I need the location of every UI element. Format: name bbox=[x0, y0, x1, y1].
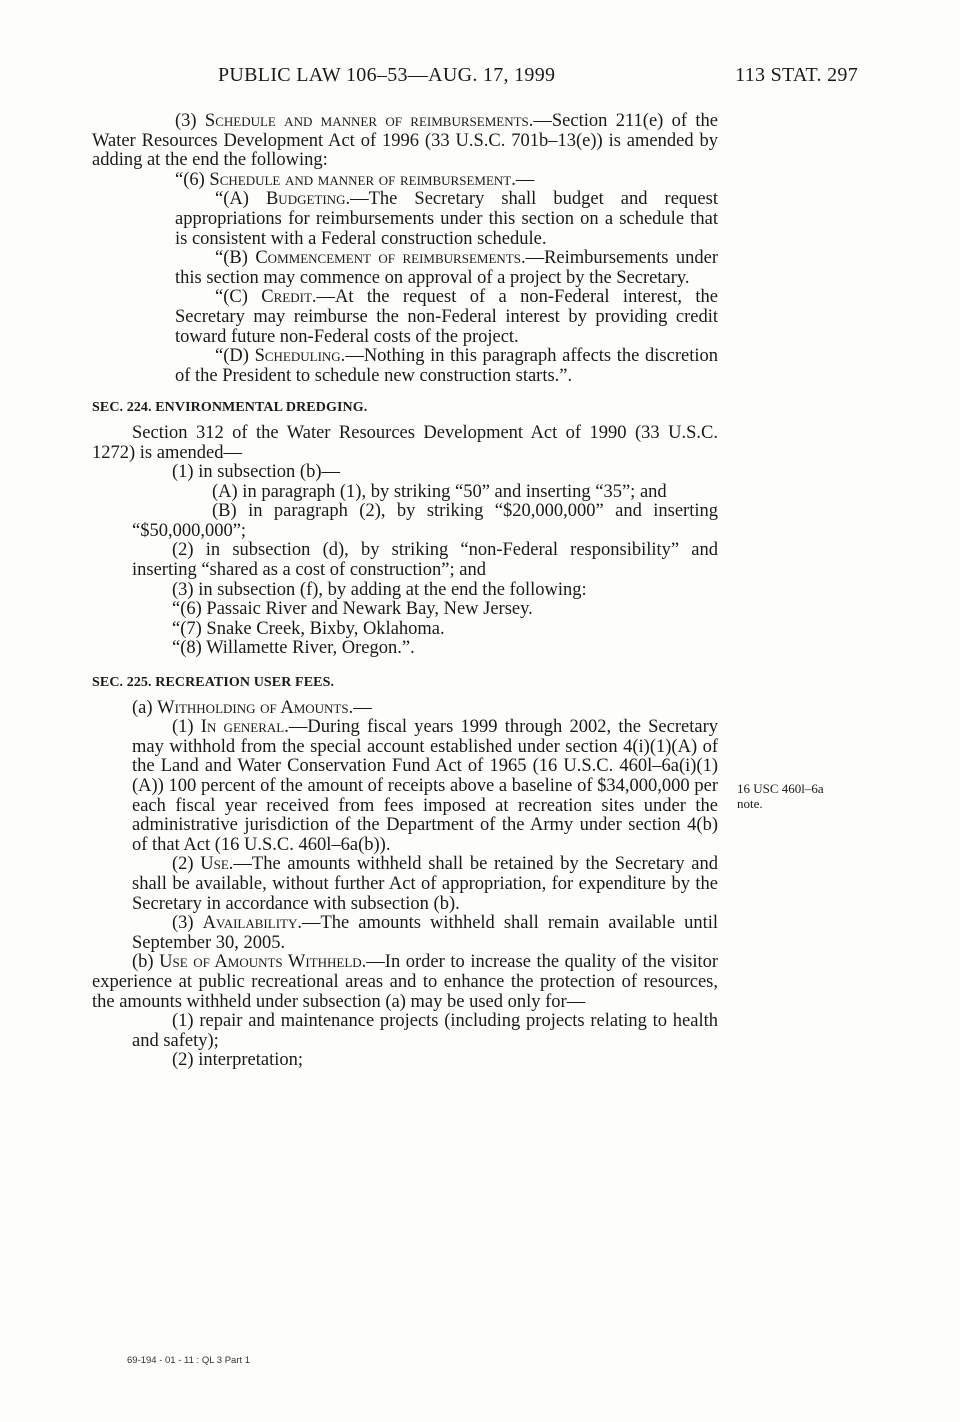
paragraph-number: (a) bbox=[132, 697, 158, 718]
paragraph-number: (2) bbox=[172, 854, 201, 875]
list-item: (A) in paragraph (1), by striking “50” and inserting “35”; and bbox=[212, 481, 667, 502]
margin-note-citation: 16 USC 460l–6a bbox=[737, 781, 824, 796]
paragraph-number: “(A) bbox=[215, 189, 266, 210]
paragraph-heading: Schedule and manner of reimbursement. bbox=[209, 169, 516, 190]
list-item: (2) in subsection (d), by striking “non-Federal responsibility” and inserting “shared as a cost of construction”; and bbox=[132, 540, 718, 581]
paragraph-6-schedule bbox=[92, 171, 718, 191]
paragraph-c-credit bbox=[92, 288, 718, 347]
paragraph-heading: Use. bbox=[200, 854, 234, 875]
paragraph-number: (3) bbox=[175, 111, 205, 131]
header-law-citation: PUBLIC LAW 106–53—AUG. 17, 1999 bbox=[218, 64, 556, 86]
subsection-a-2 bbox=[92, 855, 718, 914]
paragraph-heading: Budgeting. bbox=[265, 189, 351, 210]
paragraph-number: “(6) bbox=[175, 169, 210, 190]
subsection-a-3 bbox=[92, 914, 718, 953]
subsection-a bbox=[92, 699, 718, 719]
list-item: (1) in subsection (b)— bbox=[172, 462, 341, 483]
section-224-heading: SEC. 224. ENVIRONMENTAL DREDGING. bbox=[92, 400, 368, 416]
margin-note bbox=[737, 781, 867, 811]
paragraph-text: —In order to increase the quality of the visitor experience at public recreational areas and to enhance the protection of resources, the amounts withheld under subsection (a) may be used only for— bbox=[92, 952, 719, 1012]
section-225-heading: SEC. 225. RECREATION USER FEES. bbox=[92, 675, 335, 691]
paragraph-number: (1) bbox=[172, 717, 201, 738]
paragraph-heading: Schedule and manner of reimbursements. bbox=[204, 111, 534, 131]
paragraph-heading: In general. bbox=[200, 717, 289, 738]
paragraph-text: —Section 211(e) of the Water Resources Development Act of 1996 (33 U.S.C. 701b–13(e)) is amended by adding at the end the following: bbox=[92, 111, 718, 171]
list-item: (B) in paragraph (2), by striking “$20,000,000” and inserting “$50,000,000”; bbox=[132, 501, 718, 541]
page-body bbox=[92, 112, 718, 1071]
paragraph-heading: Scheduling. bbox=[254, 346, 346, 367]
subsection-b-1: (1) repair and maintenance projects (including projects relating to health and safety); bbox=[132, 1011, 718, 1051]
paragraph-text: —Reimbursements under this section may commence on approval of a project by the Secretary. bbox=[175, 248, 718, 288]
paragraph-text: —The amounts withheld shall remain available until September 30, 2005. bbox=[132, 913, 718, 953]
paragraph-text: — bbox=[515, 169, 535, 190]
paragraph-a-budgeting bbox=[92, 190, 718, 249]
list-item: “(6) Passaic River and Newark Bay, New Jersey. bbox=[172, 599, 533, 620]
margin-note-suffix: note. bbox=[737, 796, 763, 811]
paragraph-text: —The amounts withheld shall be retained by the Secretary and shall be available, without further Act of appropriation, for expenditure by the Secretary in accordance with subsection (b). bbox=[132, 854, 718, 914]
list-item: “(7) Snake Creek, Bixby, Oklahoma. bbox=[172, 618, 445, 639]
header-stat-page: 113 STAT. 297 bbox=[735, 64, 858, 86]
paragraph-text: —During fiscal years 1999 through 2002, the Secretary may withhold from the special account established under section 4(i)(1)(A) of the Land and Water Conservation Fund Act of 1965 (16 U.S.C. 460l–6a(i)(1)(A)) 100 percent of the amount of receipts above a baseline of $34,000,000 per each fiscal year received from fees imposed at recreation sites under the administrative jurisdiction of the Department of the Army under section 4(b) of that Act (16 U.S.C. 460l–6a(b)). bbox=[132, 717, 718, 855]
paragraph-number: (b) bbox=[132, 952, 160, 973]
paragraph-text: —The Secretary shall budget and request appropriations for reimbursements under this section on a schedule that is consistent with a Federal construction schedule. bbox=[175, 189, 718, 249]
subsection-b bbox=[92, 953, 718, 1012]
paragraph-number: “(B) bbox=[215, 248, 256, 269]
print-job-footer: 69-194 - 01 - 11 : QL 3 Part 1 bbox=[127, 1355, 251, 1366]
paragraph-text: — bbox=[353, 697, 372, 718]
paragraph-d-scheduling bbox=[92, 347, 718, 386]
paragraph-heading: Use of Amounts Withheld. bbox=[159, 952, 367, 973]
paragraph-number: “(C) bbox=[215, 287, 262, 308]
subsection-b-2: (2) interpretation; bbox=[172, 1050, 303, 1071]
section-224-intro: Section 312 of the Water Resources Development Act of 1990 (33 U.S.C. 1272) is amended— bbox=[92, 422, 718, 463]
paragraph-heading: Withholding of Amounts. bbox=[157, 697, 354, 718]
paragraph-heading: Availability. bbox=[202, 913, 302, 934]
list-item: (3) in subsection (f), by adding at the end the following: bbox=[172, 579, 587, 600]
paragraph-heading: Credit. bbox=[261, 287, 317, 308]
paragraph-number: (3) bbox=[172, 913, 203, 934]
subsection-a-1 bbox=[92, 718, 718, 855]
paragraph-text: —At the request of a non-Federal interest, the Secretary may reimburse the non-Federal interest by providing credit toward future non-Federal costs of the project. bbox=[175, 287, 718, 347]
paragraph-b-commencement bbox=[92, 249, 718, 288]
paragraph-number: “(D) bbox=[215, 346, 255, 367]
list-item: “(8) Willamette River, Oregon.”. bbox=[172, 638, 415, 659]
paragraph-text: —Nothing in this paragraph affects the discretion of the President to schedule new construction starts.”. bbox=[175, 346, 718, 386]
paragraph-3-schedule bbox=[92, 112, 718, 171]
paragraph-heading: Commencement of reimbursements. bbox=[255, 248, 526, 269]
